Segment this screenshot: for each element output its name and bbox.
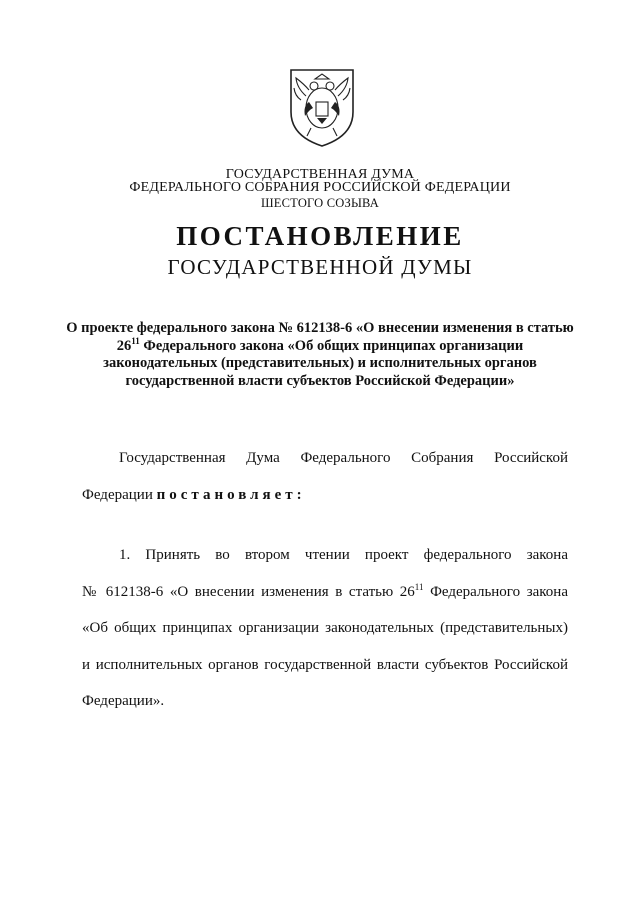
- preamble-line-2: [82, 477, 568, 514]
- item-line-5: Федерации».: [82, 693, 165, 709]
- resolution-subject: [60, 320, 580, 390]
- subject-part-2: Федерального закона «Об общих принципах организации законодательных (представительных) и исполнительных органов государственной власти субъектов Российской Федерации»: [103, 337, 537, 389]
- paragraph-preamble: [82, 440, 568, 513]
- item-line-2: № 612138-6 «О внесении изменения в статью $26^{11}$ Федерального закона: [82, 581, 568, 600]
- preamble-line-1: Государственная Дума Федерального Собрания Российской: [119, 450, 568, 466]
- paragraph-item-1: [82, 537, 568, 720]
- header-line-1: ГОСУДАРСТВЕННАЯ ДУМА: [225, 167, 415, 182]
- document-title: ПОСТАНОВЛЕНИЕ: [176, 221, 464, 251]
- preamble-word: Федерации: [82, 486, 153, 503]
- item-line-3: «Об общих принципах организации законодательных (представительных): [82, 620, 568, 636]
- preamble-verb: постановляет:: [156, 486, 306, 503]
- item-line-1: 1. Принять во втором чтении проект федерального закона: [119, 547, 568, 563]
- header-line-3: ШЕСТОГО СОЗЫВА: [260, 196, 380, 210]
- document-subtitle: ГОСУДАРСТВЕННОЙ ДУМЫ: [167, 255, 473, 279]
- subject-superscript: 11: [131, 335, 140, 346]
- subject-part-1: О проекте федерального закона № 612138-6 «О внесении изменения в статью 26: [66, 320, 574, 354]
- header-line-2: ФЕДЕРАЛЬНОГО СОБРАНИЯ РОССИЙСКОЙ ФЕДЕРАЦИИ: [129, 180, 511, 195]
- coat-of-arms-emblem: [287, 66, 357, 148]
- item-superscript: 11: [414, 581, 424, 592]
- item-line-4: и исполнительных органов государственной власти субъектов Российской: [82, 656, 568, 673]
